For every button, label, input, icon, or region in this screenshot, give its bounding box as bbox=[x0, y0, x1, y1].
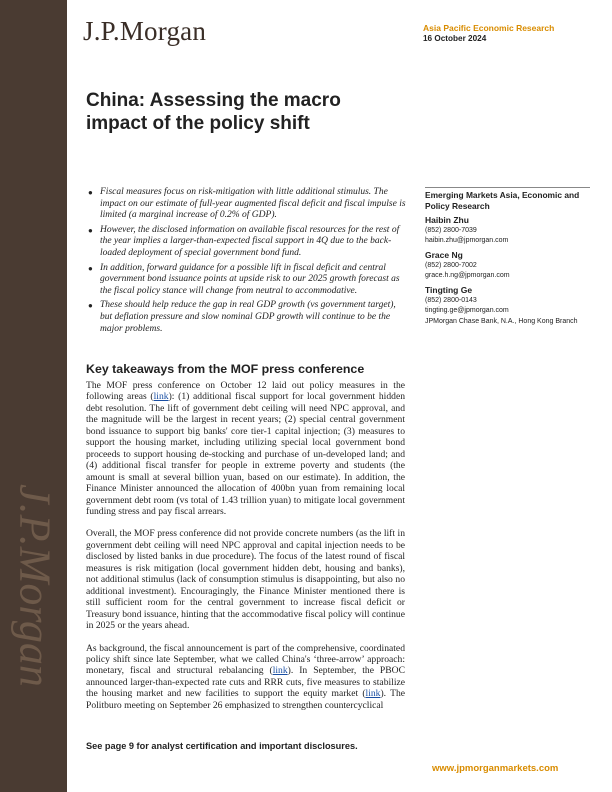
paragraph-3: As background, the fiscal announcement is part of the comprehensive, coordinated policy shift since late September, what we called China's ‘three-arrow’ approach: monetary, fiscal and structural rebalancing (link). In September, the PBOC announced larger-than-expected rate cuts and RRR cuts, five measures to stabilize the housing market and new facilities to support the equity market (link). The Politburo meeting on September 26 emphasized to strengthen countercyclical bbox=[86, 642, 405, 711]
analyst-card bbox=[425, 250, 590, 281]
summary-bullet: ● However, the disclosed information on available fiscal resources for the rest of the year implies a larger-than-expected fiscal support in 4Q due to the back-loaded deployment of special government bond fund. bbox=[88, 224, 400, 258]
paragraph-1: The MOF press conference on October 12 laid out policy measures in the following areas (link): (1) additional fiscal support for local government hidden debt resolution. The lift of government debt ceiling will need NPC approval, and the magnitude will be the largest in recent years; (2) special central government bond issuance to support big banks' core tier-1 capital injection; (3) measures to support the housing market, including utilizing special local government bond proceeds to support housing de-stocking and purchase of un-developed land; and (4) additional fiscal transfer for people in extreme poverty and students (the amount is small at several billion yuan, based on our estimate). In addition, the Finance Minister announced the allocation of 400bn yuan from remaining local government debt room (vs total of 1.43 trillion yuan) to mitigate local government funding stress and pay fiscal arrears. bbox=[86, 380, 405, 517]
footer-url-link[interactable]: www.jpmorganmarkets.com bbox=[432, 763, 559, 774]
division-label: Asia Pacific Economic Research bbox=[423, 23, 555, 33]
bullet-icon: ● bbox=[88, 188, 93, 197]
section-heading: Key takeaways from the MOF press conference bbox=[86, 362, 365, 376]
analyst-phone: (852) 2800-0143 bbox=[425, 297, 477, 304]
analyst-card bbox=[425, 285, 590, 316]
analyst-name: Haibin Zhu bbox=[425, 215, 469, 225]
analyst-email[interactable]: tingting.ge@jpmorgan.com bbox=[425, 307, 509, 314]
jpmorgan-logo: J.P.Morgan bbox=[83, 16, 207, 46]
title-line-1: China: Assessing the macro bbox=[86, 90, 341, 111]
analyst-contacts bbox=[425, 187, 590, 327]
report-date: 16 October 2024 bbox=[423, 34, 487, 43]
summary-bullets bbox=[88, 187, 408, 338]
analyst-name: Tingting Ge bbox=[425, 285, 473, 295]
title-line-2: impact of the policy shift bbox=[86, 113, 310, 134]
analyst-name: Grace Ng bbox=[425, 250, 463, 260]
body-text bbox=[86, 380, 405, 722]
paragraph-2: Overall, the MOF press conference did not provide concrete numbers (as the lift in government debt ceiling will need NPC approval and capital injection needs to be disclosed by listed banks in due procedure). The focus of the latest round of fiscal measures is risk mitigation (local government hidden debt, housing and banks), not additional stimulus (lack of consumption stimulus is disappointing, but also no additional investment). Encouragingly, the Finance Minister mentioned there is still sufficient room for the central government to increase fiscal deficit or Treasury bond issuance, hinting that the accommodative fiscal policy will continue in 2025 or the years ahead. bbox=[86, 528, 405, 632]
summary-bullet: ● In addition, forward guidance for a possible lift in fiscal deficit and central government bond issuance points at upside risk to our 2025 growth forecast as the fiscal policy stance will change from neutral to accommodative. bbox=[88, 262, 400, 296]
team-name: Emerging Markets Asia, Economic and Policy Research bbox=[425, 187, 590, 211]
analyst-email[interactable]: haibin.zhu@jpmorgan.com bbox=[425, 237, 509, 244]
bank-entity: JPMorgan Chase Bank, N.A., Hong Kong Branch bbox=[425, 318, 578, 325]
bullet-icon: ● bbox=[88, 225, 93, 235]
link[interactable]: link bbox=[365, 688, 381, 700]
analyst-phone: (852) 2800-7039 bbox=[425, 227, 477, 234]
bullet-icon: ● bbox=[88, 263, 93, 273]
disclosure-note: See page 9 for analyst certification and important disclosures. bbox=[86, 741, 358, 751]
analyst-phone: (852) 2800-7002 bbox=[425, 262, 477, 269]
analyst-email[interactable]: grace.h.ng@jpmorgan.com bbox=[425, 272, 510, 279]
sidebar-watermark-logo: J.P.Morgan bbox=[10, 484, 60, 687]
link[interactable]: link bbox=[153, 391, 169, 403]
bullet-icon: ● bbox=[88, 301, 93, 311]
left-sidebar-band bbox=[0, 0, 67, 792]
report-header bbox=[423, 23, 554, 43]
link[interactable]: link bbox=[272, 665, 288, 677]
summary-bullet: ● Fiscal measures focus on risk-mitigation with little additional stimulus. The impact on our estimate of full-year augmented fiscal deficit and fiscal impulse is limited (a marginal increase of 0.2% of GDP). bbox=[88, 187, 406, 221]
analyst-card bbox=[425, 215, 590, 246]
summary-bullet: ● These should help reduce the gap in real GDP growth (vs government target), but deflation pressure and slow nominal GDP growth will continue to be the major problems. bbox=[88, 300, 396, 334]
page-title bbox=[86, 89, 386, 135]
